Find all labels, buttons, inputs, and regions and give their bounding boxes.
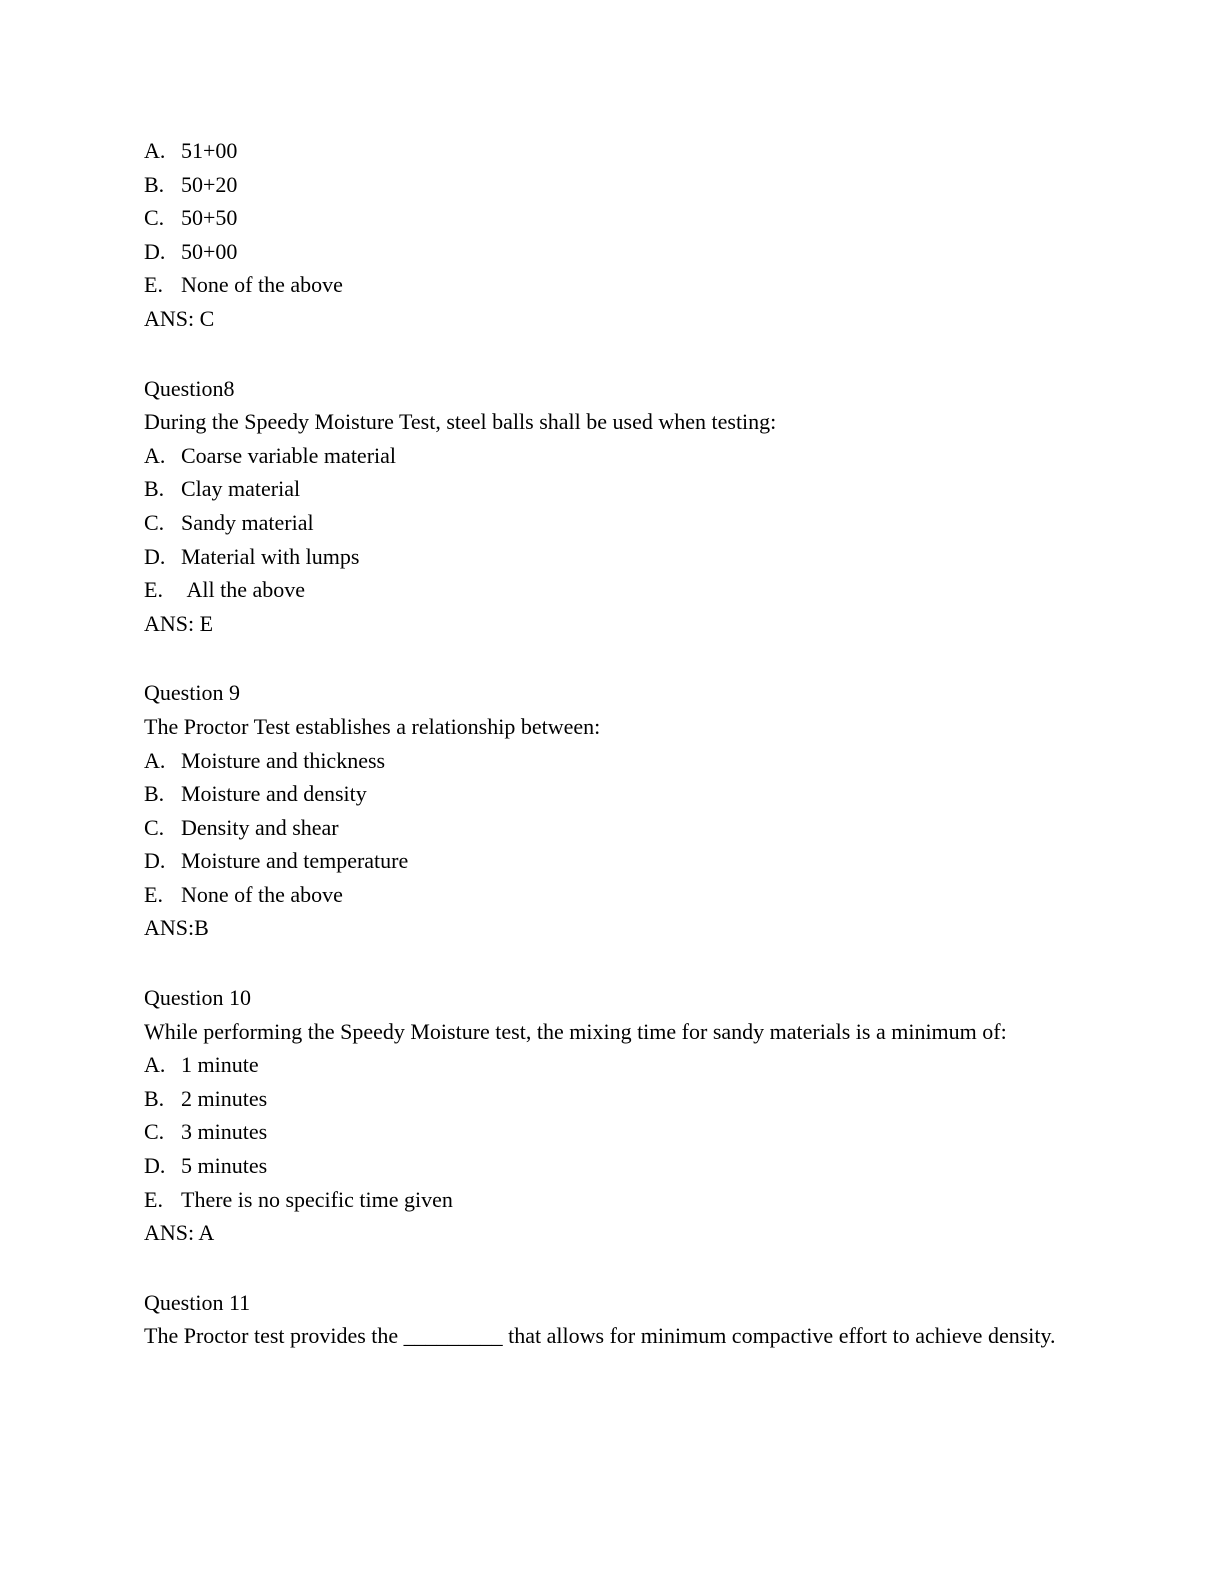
answer-line: ANS:B xyxy=(144,915,209,941)
option-text: None of the above xyxy=(181,272,343,298)
question-prompt: The Proctor test provides the _________ that allows for minimum compactive effort to achieve density. xyxy=(144,1323,1056,1349)
question-title: Question8 xyxy=(144,375,235,401)
option-row xyxy=(144,1115,1060,1149)
option-row xyxy=(144,878,1060,912)
option-row xyxy=(144,844,1060,878)
option-text: 50+20 xyxy=(181,171,238,197)
option-letter: E. xyxy=(144,881,163,907)
document-content xyxy=(144,134,1060,1353)
question-7-options-tail xyxy=(144,134,1060,336)
answer-line: ANS: E xyxy=(144,610,214,636)
option-text: None of the above xyxy=(181,881,343,907)
option-row xyxy=(144,1183,1060,1217)
option-letter: A. xyxy=(144,138,166,163)
option-letter: D. xyxy=(144,238,166,264)
answer-line: ANS: C xyxy=(144,305,215,331)
question-prompt: During the Speedy Moisture Test, steel balls shall be used when testing: xyxy=(144,409,777,435)
option-text: Material with lumps xyxy=(181,543,360,569)
option-text: 50+50 xyxy=(181,205,238,231)
option-row xyxy=(144,573,1060,607)
option-row xyxy=(144,811,1060,845)
option-text: 2 minutes xyxy=(181,1085,268,1111)
option-row xyxy=(144,439,1060,473)
option-row xyxy=(144,268,1060,302)
option-text: Moisture and density xyxy=(181,781,367,807)
question-10 xyxy=(144,981,1060,1250)
option-text: Sandy material xyxy=(181,509,314,535)
option-letter: A. xyxy=(144,1052,166,1078)
option-text: 3 minutes xyxy=(181,1119,268,1145)
option-letter: D. xyxy=(144,543,166,569)
option-row xyxy=(144,1048,1060,1082)
question-9 xyxy=(144,676,1060,945)
option-letter: A. xyxy=(144,747,166,773)
question-title: Question 10 xyxy=(144,985,251,1011)
option-text: All the above xyxy=(181,577,306,603)
option-letter: C. xyxy=(144,509,165,535)
question-prompt: The Proctor Test establishes a relationship between: xyxy=(144,713,601,739)
option-text: Clay material xyxy=(181,476,301,502)
option-row xyxy=(144,744,1060,778)
option-letter: B. xyxy=(144,476,165,502)
option-row xyxy=(144,540,1060,574)
option-text: Coarse variable material xyxy=(181,442,397,468)
question-11 xyxy=(144,1286,1060,1353)
option-text: 1 minute xyxy=(181,1052,259,1078)
option-text: 5 minutes xyxy=(181,1153,268,1179)
option-letter: C. xyxy=(144,1119,165,1145)
option-letter: E. xyxy=(144,577,163,603)
option-letter: C. xyxy=(144,205,165,231)
option-row xyxy=(144,777,1060,811)
option-row xyxy=(144,134,1060,168)
option-letter: C. xyxy=(144,814,165,840)
option-row xyxy=(144,1082,1060,1116)
option-letter: D. xyxy=(144,848,166,874)
option-text: 51+00 xyxy=(181,138,238,163)
option-letter: A. xyxy=(144,442,166,468)
answer-line: ANS: A xyxy=(144,1220,215,1246)
question-title: Question 11 xyxy=(144,1289,251,1315)
option-text: Moisture and thickness xyxy=(181,747,386,773)
option-letter: D. xyxy=(144,1153,166,1179)
option-text: Density and shear xyxy=(181,814,339,840)
option-row xyxy=(144,201,1060,235)
option-text: There is no specific time given xyxy=(181,1186,453,1212)
option-letter: B. xyxy=(144,781,165,807)
option-row xyxy=(144,472,1060,506)
option-letter: B. xyxy=(144,171,165,197)
option-letter: E. xyxy=(144,1186,163,1212)
question-title: Question 9 xyxy=(144,680,240,706)
question-8 xyxy=(144,372,1060,641)
option-row xyxy=(144,506,1060,540)
option-letter: E. xyxy=(144,272,163,298)
question-prompt: While performing the Speedy Moisture test, the mixing time for sandy materials is a minimum of: xyxy=(144,1018,1007,1044)
option-text: Moisture and temperature xyxy=(181,848,409,874)
option-row xyxy=(144,235,1060,269)
option-letter: B. xyxy=(144,1085,165,1111)
option-text: 50+00 xyxy=(181,238,238,264)
option-row xyxy=(144,1149,1060,1183)
option-row xyxy=(144,168,1060,202)
